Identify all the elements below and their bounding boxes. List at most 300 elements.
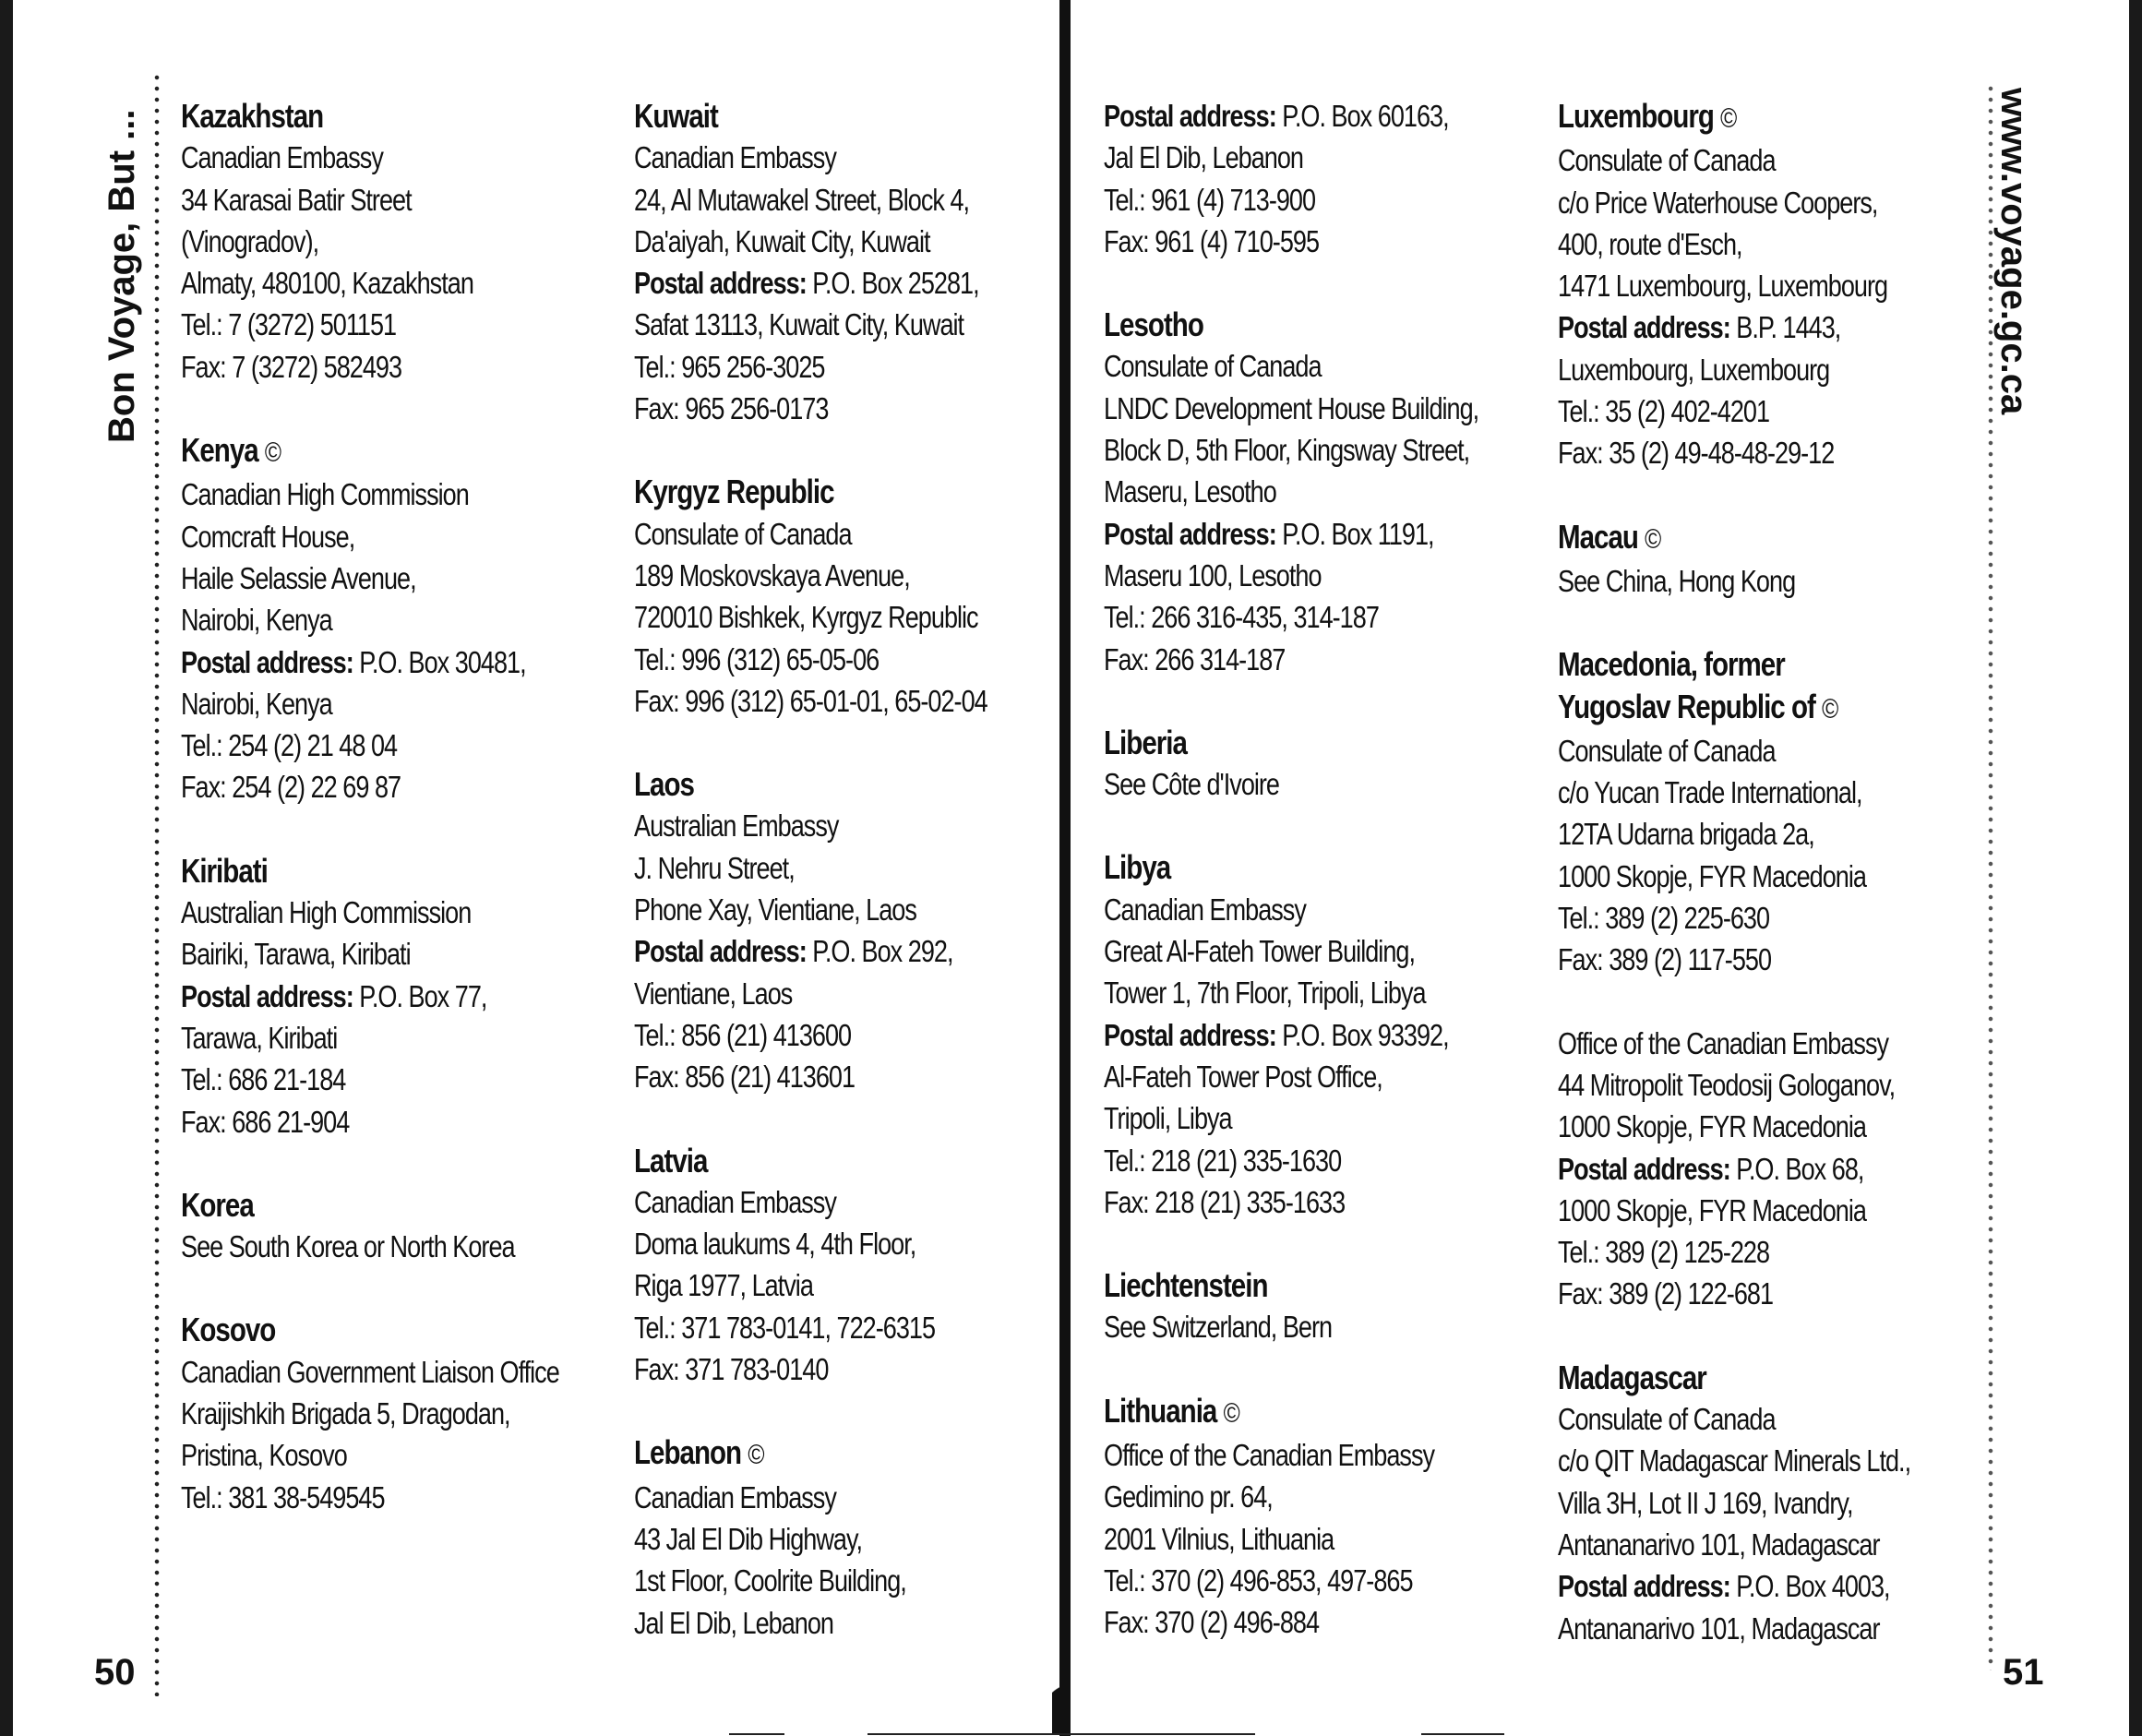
address-text: Office of the Canadian Embassy [1558,1025,1889,1060]
address-line [1104,513,1459,555]
address-text: Tarawa, Kiribati [181,1020,338,1055]
address-text: Tel.: 965 256-3025 [634,349,825,384]
address-text: Da'aiyah, Kuwait City, Kuwait [634,223,930,258]
address-text: Office of the Canadian Embassy [1104,1438,1435,1473]
address-line [1558,1106,1913,1147]
address-text: (Vinogradov), [181,223,319,258]
postal-address-label: Postal address: [1104,516,1276,551]
entry-spacer [1558,602,1913,643]
address-line [181,179,536,221]
address-text: Nairobi, Kenya [181,603,332,638]
address-line [634,889,989,930]
postal-address-label: Postal address: [634,266,807,301]
address-line [1558,897,1913,939]
entry-spacer [181,808,536,850]
address-line [181,516,536,557]
address-line [181,766,536,808]
country-name: Kosovo [181,1311,276,1349]
country-name: Liberia [1104,723,1187,761]
country-name: Latvia [634,1141,708,1179]
address-line [1558,139,1913,181]
address-line [1558,1231,1913,1273]
address-text: See Côte d'Ivoire [1104,767,1280,802]
country-name: Korea [181,1185,254,1224]
address-text: P.O. Box 25281, [806,266,979,301]
address-line [1104,429,1470,471]
country-heading-continued [1558,686,1913,730]
address-text: Fax: 856 (21) 413601 [634,1060,856,1095]
directory-entry [1104,722,1459,806]
address-line [1104,889,1459,930]
address-line [1558,939,1913,980]
country-name: Lithuania [1104,1391,1217,1430]
address-text: P.O. Box 1191, [1275,516,1434,551]
address-line [1558,813,1913,855]
address-line [181,683,536,724]
address-text: 1st Floor, Coolrite Building, [634,1563,906,1598]
country-name: Kyrgyz Republic [634,473,834,511]
address-line [634,596,989,638]
address-text: Riga 1977, Latvia [634,1268,813,1303]
address-line [634,1181,989,1223]
country-heading [181,850,536,892]
postal-address-label: Postal address: [181,978,353,1013]
address-line [1104,179,1459,221]
address-text: Tel.: 686 21-184 [181,1062,346,1097]
country-name: Lebanon [634,1433,742,1472]
address-line [1104,1306,1459,1347]
country-heading [634,1140,989,1181]
address-line [181,473,536,515]
address-text: 44 Mitropolit Teodosij Gologanov, [1558,1067,1896,1102]
address-line [1558,349,1913,390]
left-page [0,0,1063,1736]
address-text: P.O. Box 292, [806,934,953,969]
address-text: Jal El Dib, Lebanon [1104,140,1303,175]
address-text: Canadian High Commission [181,477,469,512]
address-line [181,1351,559,1393]
postal-address-label: Postal address: [1558,310,1730,345]
directory-entry [181,429,536,808]
address-text: Fax: 961 (4) 710-595 [1104,223,1320,258]
directory-entry [1558,95,1913,474]
postal-address-label: Postal address: [1558,1151,1730,1186]
address-line [1558,1482,1913,1524]
address-text: 1471 Luxembourg, Luxembourg [1558,269,1888,304]
page-number-left: 50 [94,1652,136,1693]
phone-icon: © [1645,523,1661,555]
address-text: Antananarivo 101, Madagascar [1558,1526,1880,1562]
address-text: Consulate of Canada [634,516,852,551]
country-name: Lesotho [1104,305,1203,344]
directory-column-1 [181,95,559,1518]
address-text: Fax: 254 (2) 22 69 87 [181,770,401,805]
address-line [1104,137,1459,178]
address-line [1558,1190,1913,1231]
country-heading [1104,304,1459,345]
country-heading [634,1431,989,1476]
address-line [1104,1097,1459,1139]
address-line [634,262,989,304]
directory-entry [181,1309,559,1517]
country-heading [1558,643,1913,685]
address-text: Villa 3H, Lot II J 169, Ivandry, [1558,1485,1853,1520]
country-name: Madagascar [1558,1358,1706,1396]
address-line [634,388,989,429]
country-heading [634,471,989,512]
address-text: Tel.: 266 316-435, 314-187 [1104,600,1379,635]
address-line [181,976,536,1017]
address-text: Fax: 218 (21) 335-1633 [1104,1184,1346,1219]
address-line [1558,1608,1913,1649]
phone-icon: © [1822,693,1838,724]
address-text: 24, Al Mutawakel Street, Block 4, [634,182,970,217]
address-text: Luxembourg, Luxembourg [1558,352,1830,387]
address-text: Gedimino pr. 64, [1104,1479,1273,1515]
address-line [181,1101,536,1143]
address-text: Canadian Embassy [634,1479,836,1515]
directory-entry [1104,1390,1459,1644]
address-line [1558,856,1913,897]
address-line [181,262,536,304]
directory-entry [181,850,536,1143]
address-line [634,1560,989,1601]
address-text: Haile Selassie Avenue, [181,560,416,595]
country-name: Macau [1558,517,1638,556]
directory-entry [1558,516,1913,603]
address-line [181,1017,536,1059]
address-line [181,1059,536,1100]
directory-entry [1104,846,1459,1223]
address-text: Fax: 7 (3272) 582493 [181,349,402,384]
address-text: 720010 Bishkek, Kyrgyz Republic [634,600,978,635]
address-line [634,930,989,972]
country-name: Liechtenstein [1104,1266,1268,1305]
address-line [1104,930,1459,972]
address-line [634,221,989,262]
address-line [634,1518,989,1560]
address-text: Great Al-Fateh Tower Building, [1104,934,1415,969]
address-text: P.O. Box 60163, [1275,99,1449,133]
address-line [1558,265,1913,306]
entry-spacer [1104,680,1459,722]
address-line [181,1393,536,1434]
country-heading [1104,722,1459,763]
country-heading [181,1184,536,1226]
address-text: Canadian Embassy [1104,892,1306,927]
address-line [634,805,989,846]
address-line [1104,1560,1459,1601]
postal-address-label: Postal address: [181,644,353,679]
phone-icon: © [1720,103,1737,134]
address-text: Vientiane, Laos [634,976,793,1011]
address-text: Fax: 371 783-0140 [634,1352,829,1387]
address-line [1558,560,1913,602]
address-text: Tel.: 7 (3272) 501151 [181,307,397,342]
address-line [634,1602,989,1644]
address-text: Tel.: 856 (21) 413600 [634,1017,852,1052]
phone-icon: © [1223,1397,1239,1429]
country-heading [1558,95,1913,139]
address-line [181,137,536,178]
address-line [634,973,989,1014]
address-line [1558,1023,1913,1064]
address-text: Fax: 370 (2) 496-884 [1104,1605,1320,1640]
address-line [634,680,989,722]
address-line [1104,972,1459,1013]
country-name: Libya [1104,848,1171,887]
address-line [1104,1056,1459,1097]
address-text: Phone Xay, Vientiane, Laos [634,892,916,928]
address-line [1104,1140,1459,1181]
country-name: Kenya [181,431,258,470]
entry-spacer [1104,1348,1459,1390]
directory-entry [1104,1264,1459,1348]
address-line [1104,763,1459,805]
address-text: Tower 1, 7th Floor, Tripoli, Libya [1104,976,1426,1011]
address-line [1104,1601,1459,1643]
address-text: 189 Moskovskaya Avenue, [634,557,910,593]
address-line [1558,772,1913,813]
address-line [1558,1565,1913,1607]
address-text: Fax: 965 256-0173 [634,391,829,426]
address-line [1104,596,1459,638]
directory-entry [1558,643,1913,980]
address-text: P.O. Box 4003, [1729,1569,1890,1604]
address-line [1104,1181,1459,1223]
address-line [1558,182,1913,223]
address-text: Doma laukums 4, 4th Floor, [634,1227,916,1262]
address-text: P.O. Box 30481, [353,644,526,679]
address-text: Nairobi, Kenya [181,686,332,721]
address-text: Australian High Commission [181,895,472,930]
address-text: Fax: 389 (2) 117-550 [1558,942,1772,977]
directory-entry [181,95,536,388]
address-line [1558,1398,1913,1440]
entry-spacer [181,1143,536,1184]
address-line [1104,555,1459,596]
country-name: Luxembourg [1558,97,1714,135]
address-text: B.P. 1443, [1729,310,1841,345]
address-text: Tel.: 35 (2) 402-4201 [1558,394,1770,429]
address-line [181,641,536,683]
address-line [181,346,536,388]
entry-spacer [181,388,536,429]
address-text: Consulate of Canada [1558,143,1776,178]
address-text: 2001 Vilnius, Lithuania [1104,1521,1334,1556]
country-heading [1558,1357,1913,1398]
address-text: See China, Hong Kong [1558,563,1796,598]
address-line [634,346,989,388]
entry-spacer [1104,805,1459,846]
postal-address-label: Postal address: [634,934,807,969]
bottom-rule-3 [1421,1733,1504,1735]
entry-spacer [1558,474,1913,516]
address-line [181,1226,536,1267]
dotted-rule-left [154,72,160,1696]
address-line [634,304,989,345]
right-page-edge [2129,0,2142,1736]
address-line [634,1056,989,1097]
address-line [634,179,989,221]
address-line [1104,471,1459,512]
address-text: P.O. Box 68, [1729,1151,1864,1186]
directory-entry [634,1431,989,1643]
address-line [634,555,989,596]
address-line [1558,730,1913,772]
postal-address-label: Postal address: [1104,1017,1276,1052]
address-line [1104,221,1459,262]
address-line [1558,390,1913,432]
entry-spacer [634,722,989,763]
address-text: Kraijishkih Brigada 5, Dragodan, [181,1396,510,1431]
country-heading [1104,1390,1459,1434]
address-text: 34 Karasai Batir Street [181,182,412,217]
address-line [1558,223,1913,265]
directory-entry [634,95,989,429]
directory-entry [634,763,989,1097]
address-line [634,1307,989,1348]
address-line [1104,639,1459,680]
address-text: 1000 Skopje, FYR Macedonia [1558,1192,1866,1227]
address-line [181,724,536,766]
country-name: Kiribati [181,851,268,890]
country-heading [634,95,989,137]
address-text: Jal El Dib, Lebanon [634,1605,833,1640]
address-text: Antananarivo 101, Madagascar [1558,1610,1880,1646]
country-heading [1104,846,1459,888]
address-line [1104,1434,1459,1476]
address-line [634,1348,989,1390]
address-text: Tel.: 389 (2) 125-228 [1558,1235,1770,1270]
address-text: Australian Embassy [634,808,839,844]
country-name: Kazakhstan [181,97,324,135]
address-line [181,933,536,975]
address-text: Comcraft House, [181,519,355,554]
address-text: P.O. Box 93392, [1275,1017,1449,1052]
address-text: Tel.: 218 (21) 335-1630 [1104,1143,1342,1178]
address-line [1558,306,1913,348]
address-line [181,304,536,345]
address-text: Tripoli, Libya [1104,1101,1232,1136]
address-text: 43 Jal El Dib Highway, [634,1521,863,1556]
address-text: Tel.: 254 (2) 21 48 04 [181,728,398,763]
address-text: Fax: 266 314-187 [1104,641,1286,676]
address-text: Fax: 35 (2) 49-48-48-29-12 [1558,436,1835,471]
address-text: Tel.: 370 (2) 496-853, 497-865 [1104,1562,1413,1598]
address-text: Fax: 996 (312) 65-01-01, 65-02-04 [634,683,987,718]
postal-address-label: Postal address: [1558,1569,1730,1604]
address-line [1558,1148,1913,1190]
bottom-rule-2 [868,1733,1255,1735]
address-text: Tel.: 961 (4) 713-900 [1104,182,1316,217]
directory-entry [634,1140,989,1391]
entry-spacer [1104,1223,1459,1264]
country-name: Laos [634,765,694,804]
address-line [1558,1064,1913,1106]
address-text: 1000 Skopje, FYR Macedonia [1558,858,1866,893]
address-text: 1000 Skopje, FYR Macedonia [1558,1109,1866,1144]
address-text: c/o Price Waterhouse Coopers, [1558,185,1878,220]
address-line [634,513,989,555]
address-text: Canadian Government Liaison Office [181,1354,559,1389]
country-name: Yugoslav Republic of [1558,687,1815,725]
directory-column-2 [634,95,989,1644]
running-head-left: Bon Voyage, But ... [102,109,142,443]
address-text: 400, route d'Esch, [1558,226,1742,261]
entry-spacer [181,1267,536,1309]
address-text: c/o QIT Madagascar Minerals Ltd., [1558,1443,1911,1479]
country-heading [1104,1264,1459,1306]
phone-icon: © [264,437,281,469]
directory-entry [634,471,989,722]
entry-spacer [1104,262,1459,304]
address-text: Bairiki, Tarawa, Kiribati [181,937,411,972]
country-name: Kuwait [634,97,718,135]
address-text: Pristina, Kosovo [181,1438,347,1473]
country-heading [181,1309,536,1350]
entry-spacer [1558,981,1913,1023]
address-text: Fax: 389 (2) 122-681 [1558,1276,1774,1311]
address-line [1104,388,1479,429]
address-line [1558,432,1913,473]
address-line [1104,1476,1459,1517]
address-text: Al-Fateh Tower Post Office, [1104,1059,1382,1094]
address-line [181,1434,536,1476]
country-heading [181,95,536,137]
address-line [634,137,989,178]
entry-spacer [1558,1315,1913,1357]
country-name: Macedonia, former [1558,645,1785,684]
address-text: Tel.: 371 783-0141, 722-6315 [634,1310,936,1345]
address-text: Canadian Embassy [181,140,383,175]
address-text: P.O. Box 77, [353,978,487,1013]
address-text: See Switzerland, Bern [1104,1310,1333,1345]
address-line [1558,1440,1913,1481]
address-line [181,599,536,641]
address-line [634,1477,989,1518]
directory-column-3 [1104,95,1479,1644]
address-text: Maseru, Lesotho [1104,474,1276,509]
address-text: See South Korea or North Korea [181,1229,515,1264]
address-line [181,1477,536,1518]
address-text: LNDC Development House Building, [1104,390,1479,425]
address-line [634,639,989,680]
address-text: Safat 13113, Kuwait City, Kuwait [634,307,964,342]
address-text: Canadian Embassy [634,140,836,175]
entry-spacer [634,429,989,471]
address-text: J. Nehru Street, [634,850,795,885]
address-text: Almaty, 480100, Kazakhstan [181,266,473,301]
country-heading [634,763,989,805]
address-text: Fax: 686 21-904 [181,1104,350,1139]
country-heading [1558,516,1913,560]
directory-entry [1558,1023,1913,1315]
page-number-right: 51 [2003,1652,2044,1693]
phone-icon: © [748,1440,764,1471]
address-text: Maseru 100, Lesotho [1104,557,1322,593]
directory-entry [1558,1357,1913,1649]
address-text: Tel.: 381 38-549545 [181,1479,385,1515]
address-line [634,1264,989,1306]
directory-entry [1104,304,1479,680]
address-line [1104,1014,1459,1056]
address-text: Block D, 5th Floor, Kingsway Street, [1104,433,1470,468]
address-line [181,221,536,262]
address-text: 12TA Udarna brigada 2a, [1558,817,1814,852]
address-line [181,557,536,599]
address-text: Consulate of Canada [1104,349,1322,384]
